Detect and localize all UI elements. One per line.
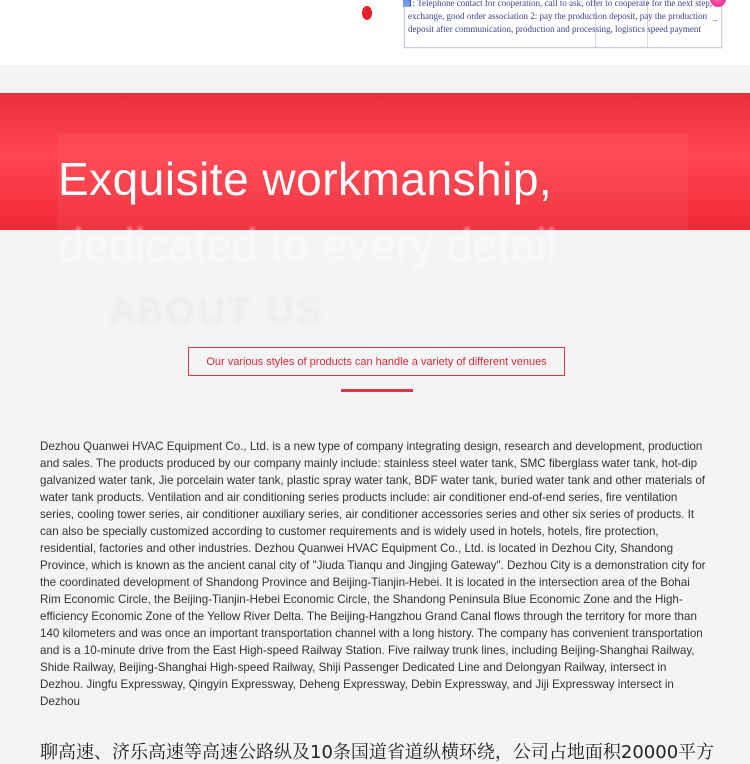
arrow-right-icon: → xyxy=(711,15,719,24)
location-pin-icon xyxy=(362,6,372,20)
cooperation-steps-text: 1: Telephone contact for cooperation, call to ask, offer to cooperate for the next step, exchange, good order association 2: pay the production deposit, pay the production deposit after communication, production and processing, logistics speed payment xyxy=(408,0,713,34)
hero-headline: Exquisite workmanship, xyxy=(58,153,553,205)
company-description: Dezhou Quanwei HVAC Equipment Co., Ltd. is a new type of company integrating design, research and development, production and sales. The products produced by our company mainly include: stainless steel water tank, SMC fiberglass water tank, hot-dip galvanized water tank, Jie porcelain water tank, plastic spray water tank, BDF water tank, buried water tank and other materials of water tank products. Ventilation and air conditioning series products include: air conditioner end-of-end series, fire ventilation series, cooling tower series, air conditioner auxiliary series, air conditioner accessories series and other six series of products. It can also be specially customized according to customer requirements and is widely used in hotels, hotels, fire protection, residential, factories and other industries. Dezhou Quanwei HVAC Equipment Co., Ltd. is located in Dezhou City, Shandong Province, which is known as the ancient canal city of "Jiuda Tianqu and Jingjing Gateway". Dezhou City is a demonstration city for the coordinated development of Shandong Province and Beijing-Tianjin-Hebei. It is located in the intersection area of the Bohai Rim Economic Circle, the Beijing-Tianjin-Hebei Economic Circle, the Shandong Peninsula Blue Economic Zone and the High-efficiency Economic Zone of the Yellow River Delta. The Beijing-Hangzhou Grand Canal flows through the territory for more than 140 kilometers and was once an important transportation channel with a long history. The company has convenient transportation and is a 10-minute drive from the East High-speed Railway Station. Five railway trunk lines, including Beijing-Shanghai Railway, Shide Railway, Beijing-Shanghai High-speed Railway, Shiji Passenger Dedicated Line and Delongyan Railway, intersect in Dezhou. Jingfu Expressway, Qingyin Expressway, Deheng Expressway, Debin Expressway, and Jiji Expressway intersect in Dezhou xyxy=(40,440,706,708)
ghost-watermark-text: ABOUT US xyxy=(110,290,326,331)
subtitle-box xyxy=(188,347,565,376)
cooperation-steps-box xyxy=(404,0,722,48)
company-description-cn: 聊高速、济乐高速等高速公路纵及10条国道省道纵横环绕，公司占地面积20000平方 xyxy=(40,742,715,763)
hero-headline-line2: dedicated to every detail xyxy=(58,219,557,271)
subtitle-underline xyxy=(341,389,413,392)
top-strip xyxy=(0,0,750,65)
subtitle-text: Our various styles of products can handle a variety of different venues xyxy=(206,355,547,368)
